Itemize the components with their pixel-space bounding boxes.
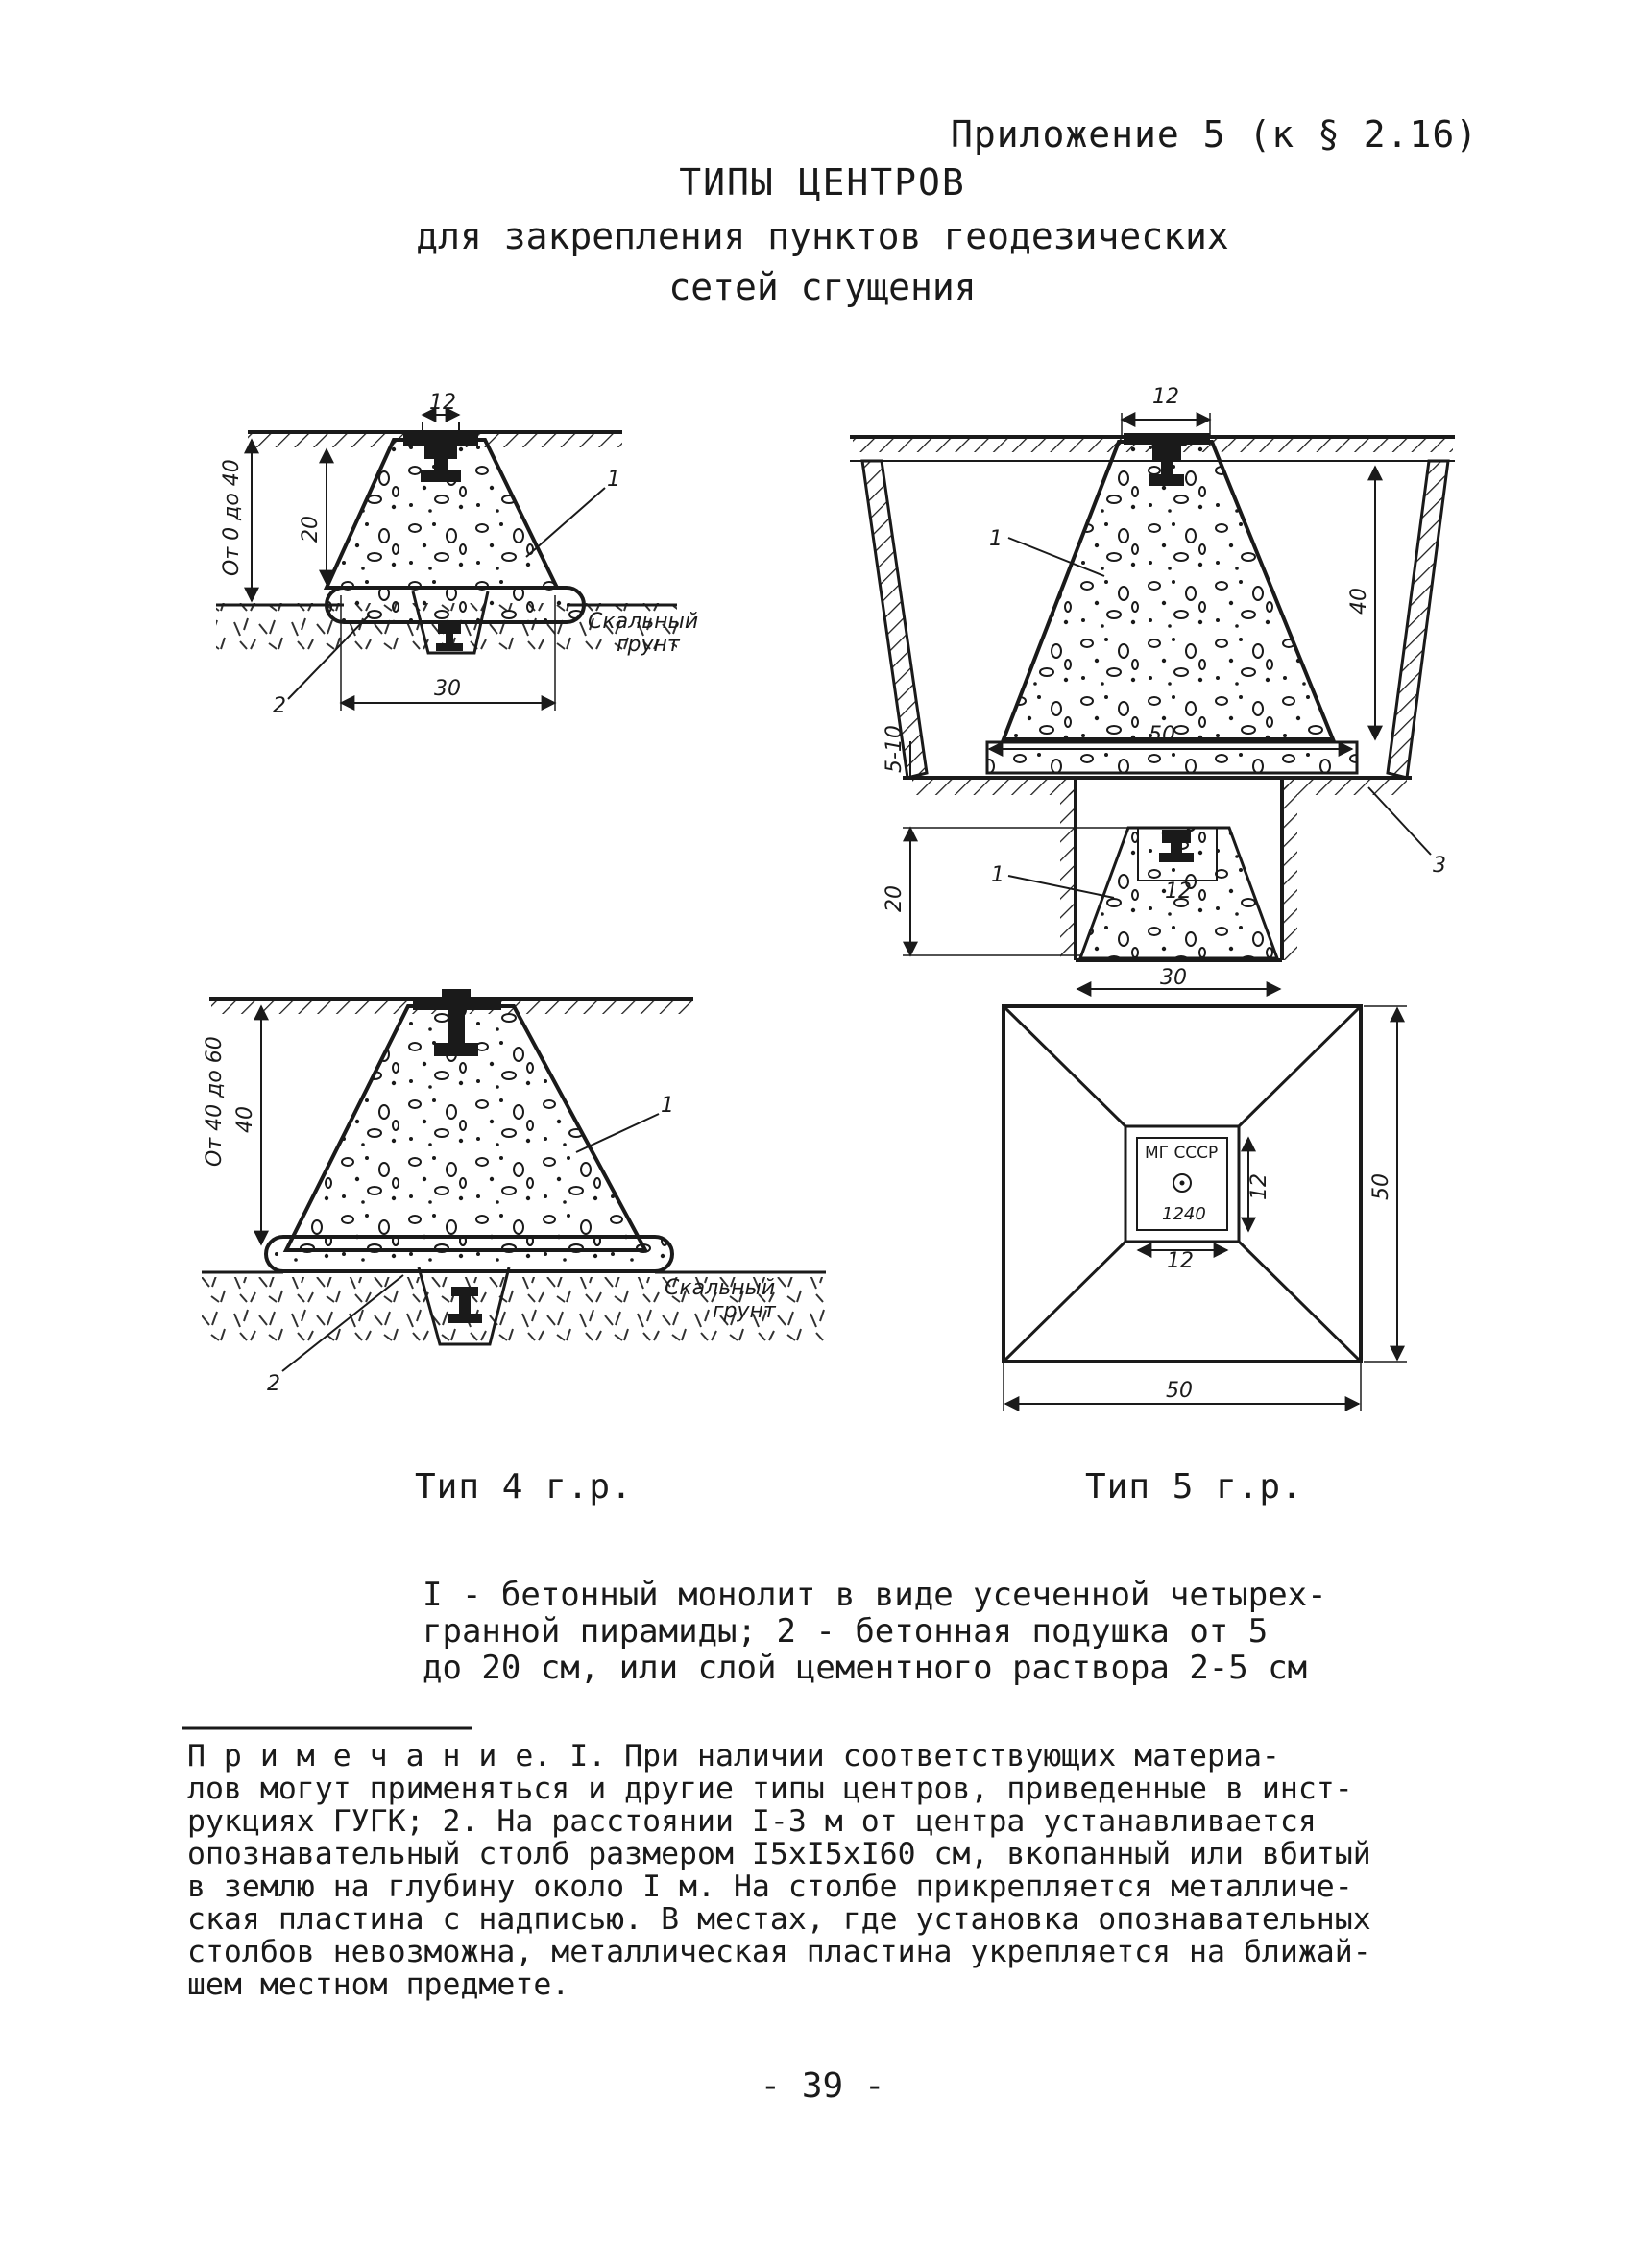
legend-line1: I - бетонный монолит в виде усеченной четырех-: [423, 1576, 1327, 1614]
type5-section-label-1-lower: 1: [991, 863, 1004, 887]
type5-section-dim-20: 20: [883, 885, 907, 912]
type4-top-dim-30: 30: [434, 677, 461, 701]
type4-top-dim-range: От 0 до 40: [220, 459, 244, 576]
type4-bottom-label-1: 1: [661, 1094, 674, 1118]
plan-dim-outer-height: 50: [1369, 1173, 1393, 1200]
note-line2: лов могут применяться и другие типы центров, приведенные в инст-: [187, 1772, 1353, 1806]
page-title: ТИПЫ ЦЕНТРОВ: [679, 161, 966, 204]
plan-dim-inner-width: 12: [1167, 1249, 1194, 1273]
type5-section-label-3: 3: [1433, 854, 1446, 878]
note-line5: в землю на глубину около I м. На столбе прикрепляется металличе-: [187, 1870, 1353, 1904]
type5-section-dim-40: 40: [1347, 588, 1371, 615]
type4-bottom-label-2: 2: [267, 1372, 280, 1396]
page-subtitle-line1: для закрепления пунктов геодезических: [416, 215, 1229, 257]
caption-type5: Тип 5 г.р.: [1085, 1467, 1303, 1507]
type5-section-label-1: 1: [989, 527, 1003, 551]
type5-section-dim-12: 12: [1152, 385, 1179, 409]
note-line6: ская пластина с надписью. В местах, где установка опознавательных: [187, 1902, 1371, 1937]
note-line8: шем местном предмете.: [187, 1967, 570, 2002]
legend-line2: гранной пирамиды; 2 - бетонная подушка от 5: [423, 1612, 1269, 1651]
note-line3: рукциях ГУГК; 2. На расстоянии I-3 м от центра устанавливается: [187, 1804, 1317, 1839]
type5-section-dim-50: 50: [1149, 723, 1175, 747]
caption-type4: Тип 4 г.р.: [415, 1467, 633, 1507]
type5-section-dim-lower-12: 12: [1165, 880, 1192, 904]
type5-section: [850, 385, 1455, 990]
note-line4: опознавательный столб размером I5xI5xI60 см, вкопанный или вбитый: [187, 1837, 1371, 1871]
type5-section-dim-5-10: 5-10: [883, 725, 907, 773]
page-number: - 39 -: [760, 2066, 885, 2106]
note-line1: П р и м е ч а н и е. I. При наличии соответствующих материа-: [187, 1739, 1280, 1773]
type4-top-label-2: 2: [273, 694, 286, 718]
appendix-reference: Приложение 5 (к § 2.16): [951, 113, 1479, 156]
note-line7: столбов невозможна, металлическая пластина укрепляется на ближай-: [187, 1935, 1371, 1969]
plan-dim-inner-height: 12: [1247, 1173, 1271, 1200]
type4-bottom-detail: [202, 989, 826, 1396]
type4-bottom-dim-range: От 40 до 60: [203, 1036, 227, 1167]
type4-top-dim-12: 12: [429, 391, 456, 415]
plate-text-line1: МГ СССР: [1145, 1144, 1219, 1163]
type4-top-dim-20: 20: [299, 516, 323, 543]
type5-section-dim-30: 30: [1160, 966, 1187, 990]
type4-bottom-soil-line1: Скальный: [665, 1276, 776, 1300]
type4-bottom-soil-line2: грунт: [713, 1299, 776, 1323]
type4-bottom-dim-40: 40: [233, 1106, 257, 1133]
type4-top-label-1: 1: [607, 468, 620, 492]
legend-line3: до 20 см, или слой цементного раствора 2-5 см: [423, 1649, 1308, 1687]
type4-top-soil-line1: Скальный: [588, 610, 699, 634]
page-subtitle-line2: сетей сгущения: [668, 266, 977, 308]
plan-dim-outer-width: 50: [1166, 1379, 1193, 1403]
type4-top-soil-line2: грунт: [617, 633, 680, 657]
type5-plan: [1004, 1006, 1407, 1411]
type4-top-detail: [216, 391, 698, 718]
plate-text-line2: 1240: [1162, 1204, 1206, 1224]
